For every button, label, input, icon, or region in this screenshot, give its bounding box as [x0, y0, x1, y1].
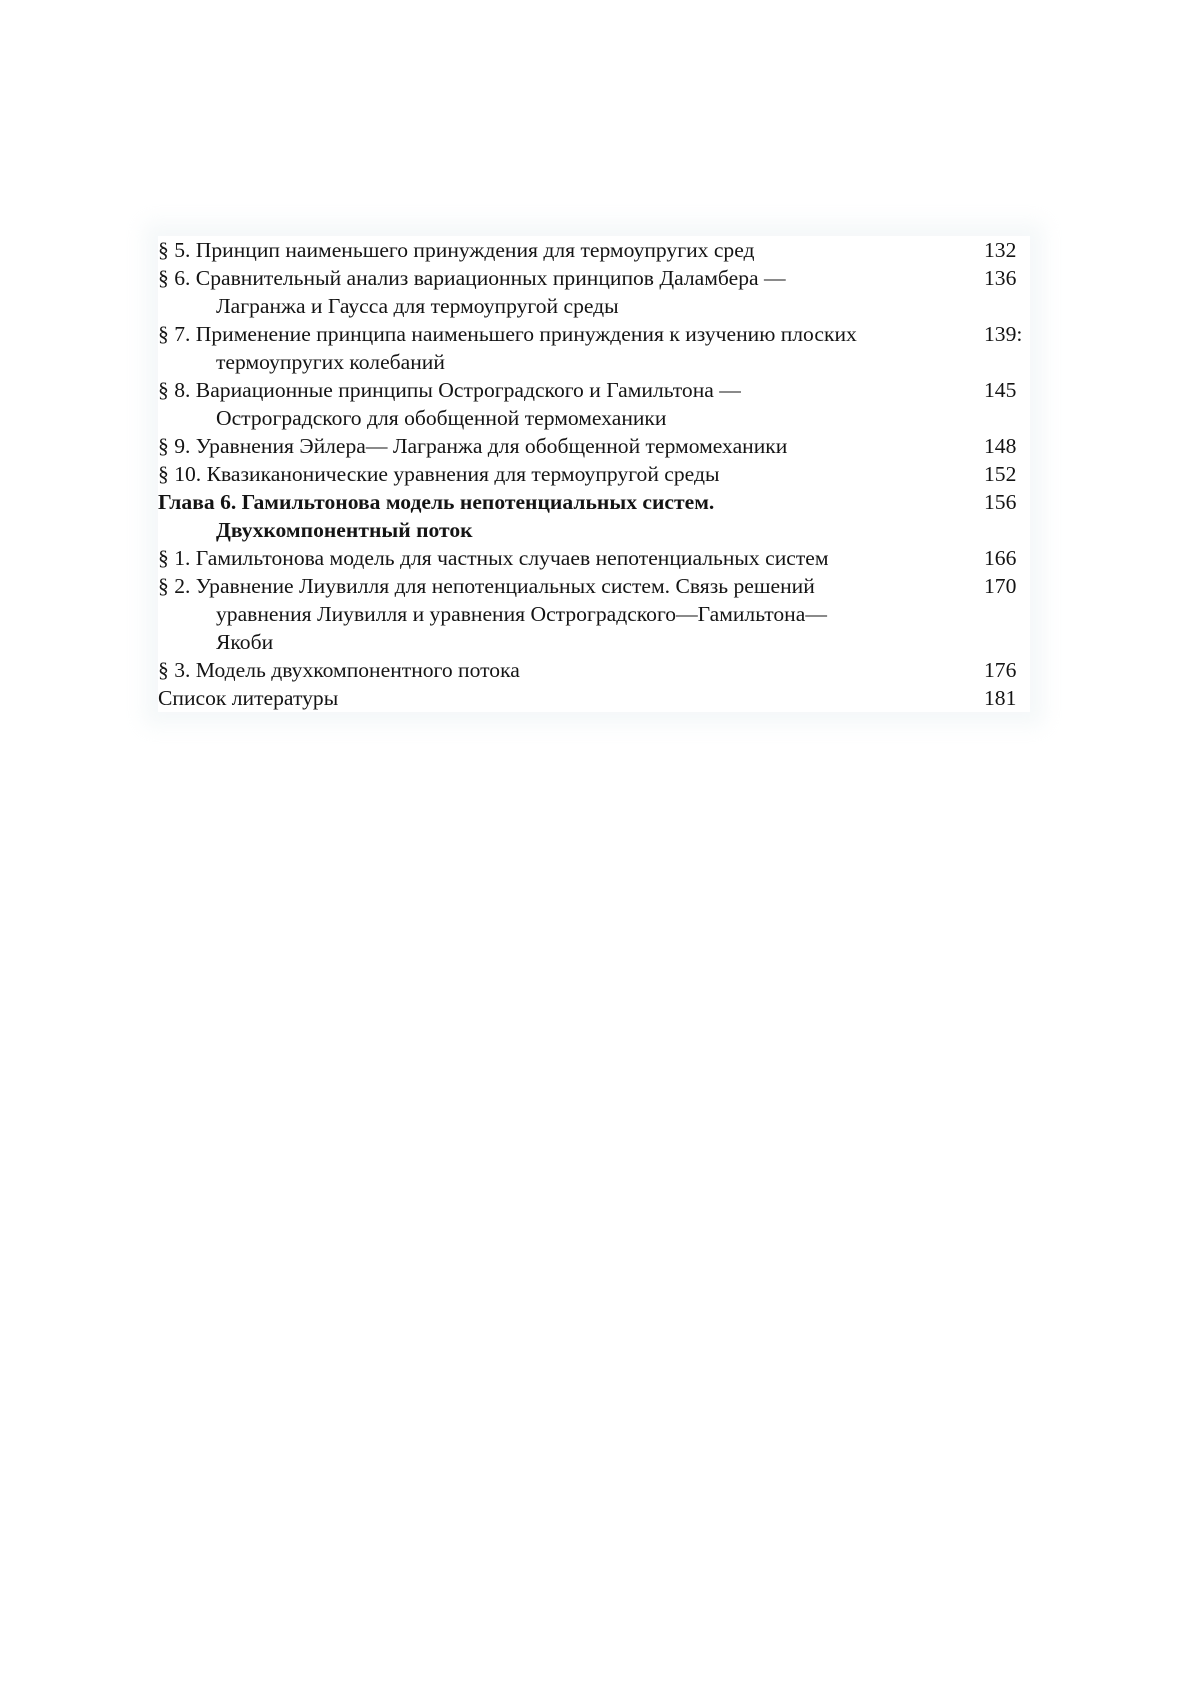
toc-title-line: Глава 6. Гамильтонова модель непотенциальных систем. [158, 490, 715, 514]
toc-page-number: 170 [984, 574, 1017, 598]
toc-entry-title [158, 236, 966, 264]
toc-title-line: § 9. Уравнения Эйлера— Лагранжа для обобщенной термомеханики [158, 434, 788, 458]
toc-title-line: § 7. Применение принципа наименьшего принуждения к изучению плоских [158, 322, 857, 346]
toc-entry-section-8 [158, 376, 1030, 432]
toc-entry-title [158, 544, 966, 572]
toc-entry-title [158, 264, 966, 320]
toc-page-number: 148 [984, 434, 1017, 458]
toc-page-number: 132 [984, 238, 1017, 262]
toc-page-number: 136 [984, 266, 1017, 290]
toc-title-line: § 8. Вариационные принципы Остроградского и Гамильтона — [158, 378, 741, 402]
toc-title-line: § 2. Уравнение Лиувилля для непотенциальных систем. Связь решений [158, 574, 815, 598]
toc-title-line-continuation: Остроградского для обобщенной термомеханики [216, 406, 667, 430]
toc-entry-title [158, 684, 966, 712]
toc-entry-bibliography [158, 684, 1030, 712]
toc-title-line-continuation: уравнения Лиувилля и уравнения Остроградского—Гамильтона— [216, 602, 827, 626]
toc-entry-section-9 [158, 432, 1030, 460]
toc-page-number: 145 [984, 378, 1017, 402]
toc-entry-title [158, 376, 966, 432]
toc-entry-chapter-6 [158, 488, 1030, 544]
toc-entry-section-2 [158, 572, 1030, 656]
toc-entry-section-5 [158, 236, 1030, 264]
toc-entry-section-6 [158, 264, 1030, 320]
toc-entry-section-10 [158, 460, 1030, 488]
toc-title-line-continuation: Двухкомпонентный поток [216, 518, 473, 542]
toc-entry-title [158, 572, 966, 656]
toc-entry-section-7 [158, 320, 1030, 376]
toc-title-line: Список литературы [158, 686, 339, 710]
toc-entry-title [158, 432, 966, 460]
toc-entry-title [158, 656, 966, 684]
toc-title-line: § 1. Гамильтонова модель для частных случаев непотенциальных систем [158, 546, 829, 570]
toc-title-line: § 3. Модель двухкомпонентного потока [158, 658, 520, 682]
toc-title-line-continuation: Якоби [216, 630, 274, 654]
toc-entry-title [158, 460, 966, 488]
toc-entry-title [158, 320, 966, 376]
toc-title-line-continuation: Лагранжа и Гаусса для термоупругой среды [216, 294, 619, 318]
toc-page-number: 176 [984, 658, 1017, 682]
toc-entry-section-1 [158, 544, 1030, 572]
toc-title-line: § 5. Принцип наименьшего принуждения для термоупругих сред [158, 238, 755, 262]
toc-page-number: 181 [984, 686, 1017, 710]
toc-page-number: 166 [984, 546, 1017, 570]
toc-entry-section-3 [158, 656, 1030, 684]
toc-title-line-continuation: термоупругих колебаний [216, 350, 445, 374]
toc-title-line: § 10. Квазиканонические уравнения для термоупругой среды [158, 462, 720, 486]
table-of-contents [158, 236, 1030, 712]
toc-page-number: 152 [984, 462, 1017, 486]
toc-title-line: § 6. Сравнительный анализ вариационных принципов Даламбера — [158, 266, 786, 290]
toc-page-number: 156 [984, 490, 1017, 514]
toc-chapter-title [158, 488, 966, 544]
toc-page-number: 139: [984, 322, 1023, 346]
